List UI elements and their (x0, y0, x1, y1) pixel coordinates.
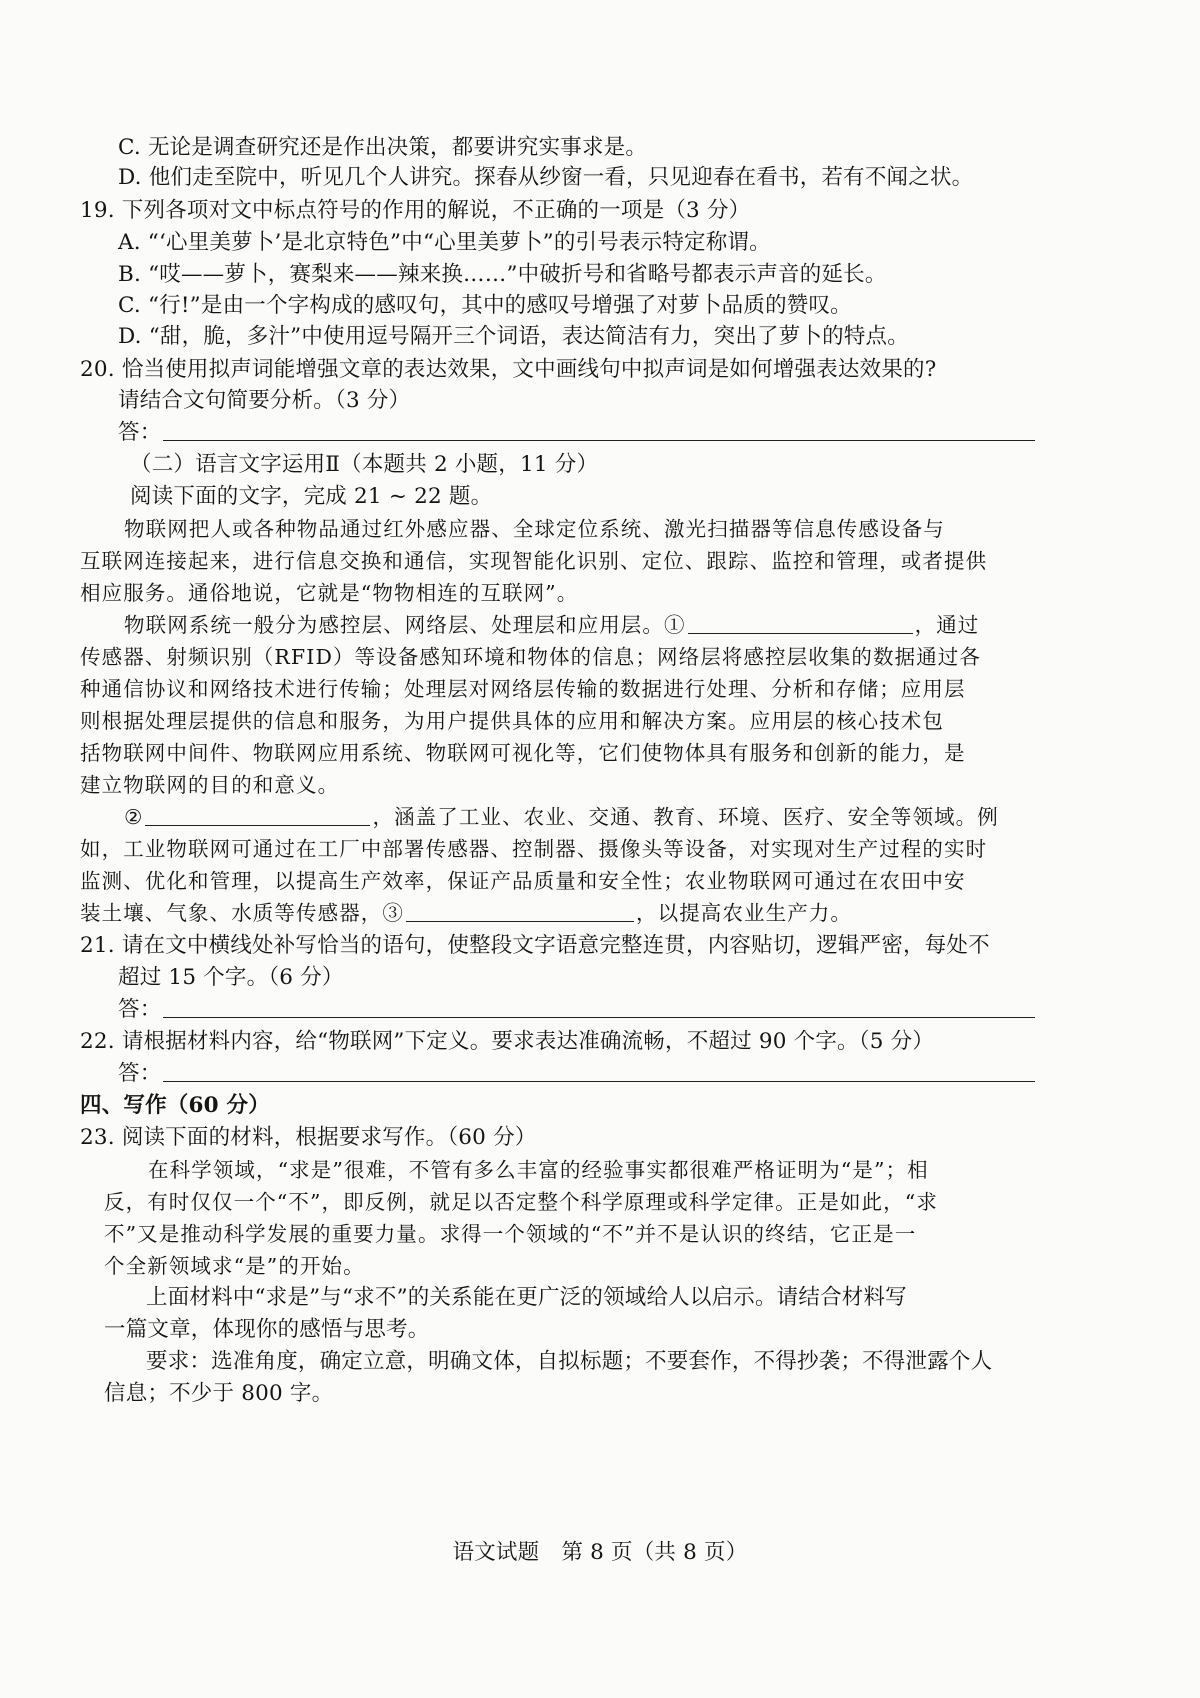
passage-line: 传感器、射频识别（RFID）等设备感知环境和物体的信息；网络层将感控层收集的数据通过各 (80, 645, 981, 669)
passage-text: ，通过 (914, 613, 980, 637)
q18-option-c: C. 无论是调查研究还是作出决策，都要讲究实事求是。 (118, 135, 648, 160)
q19-option-b: B. “哎——萝卜，赛梨来——辣来换……”中破折号和省略号都表示声音的延长。 (118, 262, 887, 287)
q22-stem: 22. 请根据材料内容，给“物联网”下定义。要求表达准确流畅，不超过 90 个字。（5 分） (80, 1029, 935, 1054)
section4-heading: 四、写作（60 分） (80, 1093, 270, 1118)
passage-line: 括物联网中间件、物联网应用系统、物联网可视化等，它们使物体具有服务和创新的能力，是 (80, 741, 966, 765)
fill-blank-1[interactable] (688, 611, 913, 634)
passage-text: ② (124, 805, 144, 829)
passage-line: 如，工业物联网可通过在工厂中部署传感器、控制器、摄像头等设备，对实现对生产过程的实时 (80, 837, 988, 861)
material-line: 不”又是推动科学发展的重要力量。求得一个领域的“不”并不是认识的终结，它正是一 (104, 1222, 917, 1246)
q21-answer-line[interactable] (118, 995, 1037, 1025)
q19-option-c: C. “行!”是由一个字构成的感叹句，其中的感叹号增强了对萝卜品质的赞叹。 (118, 293, 852, 318)
passage-text: ，以提高农业生产力。 (636, 901, 852, 925)
prompt-line: 上面材料中“求是”与“求不”的关系能在更广泛的领域给人以启示。请结合材料写 (146, 1285, 907, 1310)
q20-answer-line[interactable] (118, 418, 1037, 448)
fill-blank-2[interactable] (145, 803, 370, 826)
footer-subject: 语文试题 (452, 1540, 540, 1565)
answer-blank[interactable] (163, 995, 1035, 1018)
passage-line: 监测、优化和管理，以提高生产效率，保证产品质量和安全性；农业物联网可通过在农田中安 (80, 869, 966, 893)
material-line: 在科学领域，“求是”很难，不管有多么丰富的经验事实都很难严格证明为“是”；相 (148, 1158, 929, 1182)
fill-blank-3[interactable] (406, 899, 634, 922)
answer-blank[interactable] (163, 418, 1035, 441)
q20-stem: 20. 恰当使用拟声词能增强文章的表达效果，文中画线句中拟声词是如何增强表达效果的? (80, 357, 937, 382)
passage-text: 物联网系统一般分为感控层、网络层、处理层和应用层。① (124, 613, 686, 637)
section2-instruction: 阅读下面的文字，完成 21 ~ 22 题。 (130, 484, 493, 509)
answer-blank[interactable] (163, 1059, 1035, 1082)
q20-stem-cont: 请结合文句简要分析。（3 分） (118, 388, 411, 413)
requirements-line: 要求：选准角度，确定立意，明确文体，自拟标题；不要套作，不得抄袭；不得泄露个人 (146, 1349, 993, 1374)
section2-heading: （二）语言文字运用Ⅱ（本题共 2 小题，11 分） (130, 452, 599, 477)
q21-stem: 21. 请在文中横线处补写恰当的语句，使整段文字语意完整连贯，内容贴切，逻辑严密，每处不 (80, 933, 990, 958)
passage-line: 建立物联网的目的和意义。 (80, 773, 340, 797)
material-line: 反，有时仅仅一个“不”，即反例，就足以否定整个科学原理或科学定律。正是如此，“求 (104, 1190, 938, 1214)
answer-label: 答： (118, 997, 162, 1022)
q19-option-d: D. “甜，脆，多汁”中使用逗号隔开三个词语，表达简洁有力，突出了萝卜的特点。 (118, 324, 909, 349)
q19-option-a: A. “‘心里美萝卜’是北京特色”中“心里美萝卜”的引号表示特定称谓。 (118, 230, 771, 255)
q23-stem: 23. 阅读下面的材料，根据要求写作。（60 分） (80, 1125, 537, 1150)
material-line: 个全新领域求“是”的开始。 (104, 1254, 365, 1278)
passage-line-blank2 (124, 802, 999, 832)
passage-line: 相应服务。通俗地说，它就是“物物相连的互联网”。 (80, 581, 579, 605)
passage-line-blank3 (80, 898, 852, 928)
passage-text: ，涵盖了工业、农业、交通、教育、环境、医疗、安全等领域。例 (372, 805, 999, 829)
passage-line-blank1 (124, 610, 979, 640)
page-footer (0, 1538, 1200, 1568)
passage-line: 则根据处理层提供的信息和服务，为用户提供具体的应用和解决方案。应用层的核心技术包 (80, 709, 944, 733)
q19-stem: 19. 下列各项对文中标点符号的作用的解说，不正确的一项是（3 分） (80, 198, 751, 223)
passage-line: 物联网把人或各种物品通过红外感应器、全球定位系统、激光扫描器等信息传感设备与 (124, 517, 945, 541)
answer-label: 答： (118, 420, 162, 445)
footer-page-number: 第 8 页（共 8 页） (561, 1540, 748, 1565)
q18-option-d: D. 他们走至院中，听见几个人讲究。探春从纱窗一看，只见迎春在看书，若有不闻之状。 (118, 165, 974, 190)
answer-label: 答： (118, 1061, 162, 1086)
requirements-line: 信息；不少于 800 字。 (104, 1381, 334, 1406)
prompt-line: 一篇文章，体现你的感悟与思考。 (104, 1317, 430, 1342)
passage-line: 互联网连接起来，进行信息交换和通信，实现智能化识别、定位、跟踪、监控和管理，或者提供 (80, 549, 988, 573)
q21-stem-cont: 超过 15 个字。（6 分） (118, 965, 344, 990)
q22-answer-line[interactable] (118, 1059, 1037, 1089)
passage-line: 种通信协议和网络技术进行传输；处理层对网络层传输的数据进行处理、分析和存储；应用层 (80, 677, 966, 701)
passage-text: 装土壤、气象、水质等传感器，③ (80, 901, 404, 925)
